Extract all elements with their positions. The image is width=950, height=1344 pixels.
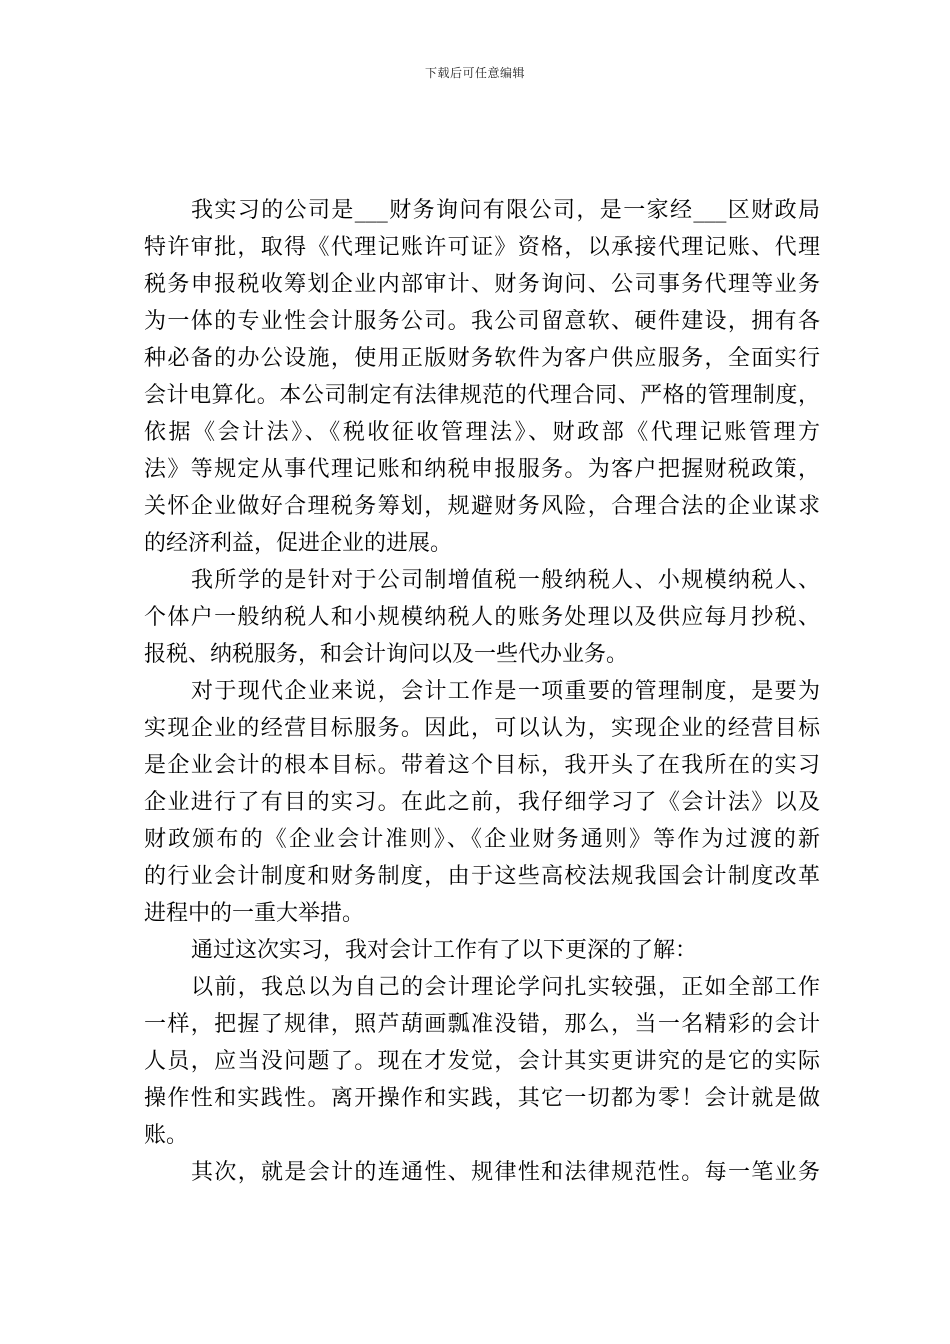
text-line: 其次，就是会计的连通性、规律性和法律规范性。每一笔业务 — [191, 1160, 820, 1185]
text-line: 为一体的专业性会计服务公司。我公司留意软、硬件建设，拥有各 — [144, 309, 820, 334]
text-line: 关怀企业做好合理税务筹划，规避财务风险，合理合法的企业谋求 — [144, 494, 820, 519]
text-line: 种必备的办公设施，使用正版财务软件为客户供应服务，全面实行 — [144, 346, 820, 371]
text-line: 以前，我总以为自己的会计理论学问扎实较强，正如全部工作 — [191, 975, 820, 1000]
text-line: 特许审批，取得《代理记账许可证》资格，以承接代理记账、代理 — [144, 235, 820, 260]
text-line: 账。 — [144, 1123, 189, 1148]
text-line: 操作性和实践性。离开操作和实践，其它一切都为零！会计就是做 — [144, 1086, 820, 1111]
text-line: 报税、纳税服务，和会计询问以及一些代办业务。 — [144, 642, 629, 667]
text-line: 人员，应当没问题了。现在才发觉，会计其实更讲究的是它的实际 — [144, 1049, 820, 1074]
text-line: 法》等规定从事代理记账和纳税申报服务。为客户把握财税政策， — [144, 457, 820, 482]
text-line: 依据《会计法》、《税收征收管理法》、财政部《代理记账管理方 — [144, 420, 820, 445]
text-line: 财政颁布的《企业会计准则》、《企业财务通则》等作为过渡的新 — [144, 827, 820, 852]
text-line: 税务申报税收筹划企业内部审计、财务询问、公司事务代理等业务 — [144, 272, 820, 297]
page-header: 下载后可任意编辑 — [424, 66, 525, 80]
text-line: 通过这次实习，我对会计工作有了以下更深的了解： — [191, 938, 698, 963]
document-body — [144, 192, 820, 1191]
text-line: 的经济利益，促进企业的进展。 — [144, 531, 453, 556]
text-line: 实现企业的经营目标服务。因此，可以认为，实现企业的经营目标 — [144, 716, 820, 741]
text-line: 的行业会计制度和财务制度，由于这些高校法规我国会计制度改革 — [144, 864, 820, 889]
text-line: 是企业会计的根本目标。带着这个目标，我开头了在我所在的实习 — [144, 753, 820, 778]
text-line: 进程中的一重大举措。 — [144, 901, 365, 926]
text-line: 一样，把握了规律，照芦葫画瓢准没错，那么，当一名精彩的会计 — [144, 1012, 820, 1037]
text-line: 会计电算化。本公司制定有法律规范的代理合同、严格的管理制度， — [144, 383, 820, 408]
text-line: 对于现代企业来说，会计工作是一项重要的管理制度，是要为 — [191, 679, 820, 704]
text-line: 我实习的公司是___财务询问有限公司，是一家经___区财政局 — [191, 198, 820, 223]
text-line: 我所学的是针对于公司制增值税一般纳税人、小规模纳税人、 — [191, 568, 820, 593]
text-line: 企业进行了有目的实习。在此之前，我仔细学习了《会计法》以及 — [144, 790, 820, 815]
text-line: 个体户一般纳税人和小规模纳税人的账务处理以及供应每月抄税、 — [144, 605, 820, 630]
